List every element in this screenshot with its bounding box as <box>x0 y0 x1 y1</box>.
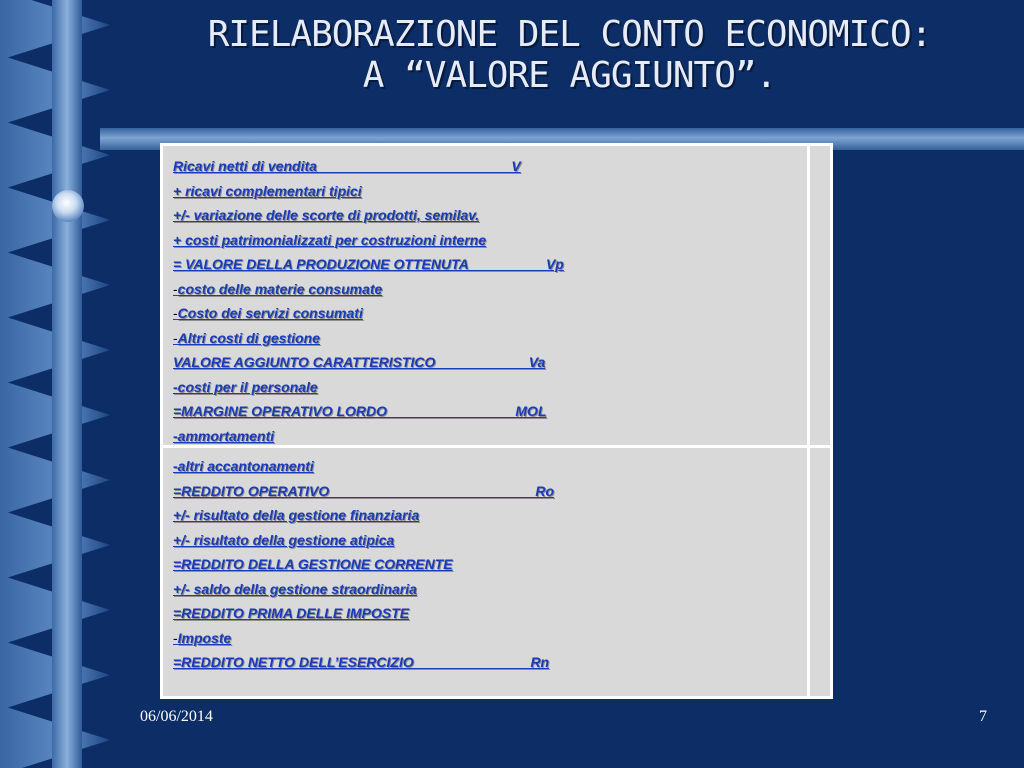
statement-line[interactable] <box>173 203 564 228</box>
income-statement-table <box>160 143 833 699</box>
statement-line-text: =REDDITO OPERATIVO Ro <box>173 482 555 499</box>
footer-date: 06/06/2014 <box>140 708 213 725</box>
statement-line-text: -altri accantonamenti <box>173 458 314 474</box>
title-line-2: A “VALORE AGGIUNTO”. <box>362 55 777 96</box>
statement-line[interactable] <box>173 375 564 400</box>
statement-line[interactable] <box>173 350 564 375</box>
statement-line-text: -ammortamenti <box>173 427 275 444</box>
statement-line[interactable] <box>173 179 564 204</box>
statement-line-text: =REDDITO PRIMA DELLE IMPOSTE <box>173 605 410 621</box>
statement-line[interactable] <box>173 454 554 479</box>
statement-line-text: =MARGINE OPERATIVO LORDO MOL <box>173 403 547 419</box>
statement-line-text: Imposte <box>177 629 232 646</box>
statement-line[interactable] <box>173 479 554 504</box>
statement-line[interactable] <box>173 552 554 577</box>
statement-line[interactable] <box>173 424 564 449</box>
statement-line-text: + ricavi complementari tipici <box>173 182 362 199</box>
pole-ball <box>52 190 84 222</box>
statement-line[interactable] <box>173 503 554 528</box>
slide-title <box>115 14 1024 96</box>
statement-line-text: +/- saldo della gestione straordinaria <box>173 580 417 597</box>
table-cell-upper-right <box>810 146 830 445</box>
statement-line[interactable] <box>173 650 554 675</box>
upper-lines <box>173 154 564 448</box>
minus-prefix: - <box>173 329 178 346</box>
statement-line[interactable] <box>173 252 564 277</box>
minus-prefix: - <box>173 629 178 646</box>
statement-line-text: -costi per il personale <box>173 378 318 395</box>
minus-prefix: - <box>173 305 178 321</box>
statement-line-text: Ricavi netti di vendita V <box>173 158 521 174</box>
vertical-pole <box>52 0 82 768</box>
statement-line[interactable] <box>173 601 554 626</box>
title-line-1: RIELABORAZIONE DEL CONTO ECONOMICO: <box>207 14 932 55</box>
table-cell-lower-right <box>810 448 830 696</box>
statement-line[interactable] <box>173 528 554 553</box>
statement-line-text: Altri costi di gestione <box>177 329 321 346</box>
statement-line[interactable] <box>173 301 564 326</box>
page-number: 7 <box>979 708 987 725</box>
statement-line-text: +/- risultato della gestione finanziaria <box>173 507 420 523</box>
statement-line-text: +/- risultato della gestione atipica <box>173 531 395 548</box>
statement-line[interactable] <box>173 399 564 424</box>
statement-line[interactable] <box>173 626 554 651</box>
statement-line[interactable] <box>173 154 564 179</box>
table-cell-lower <box>163 448 807 696</box>
statement-line-text: VALORE AGGIUNTO CARATTERISTICO Va <box>173 354 546 370</box>
statement-line-text: costo delle materie consumate <box>177 280 383 297</box>
statement-line[interactable] <box>173 228 564 253</box>
statement-line[interactable] <box>173 577 554 602</box>
statement-line-text: +/- variazione delle scorte di prodotti, semilav. <box>173 207 480 223</box>
lower-lines <box>173 454 554 675</box>
minus-prefix: - <box>173 280 178 297</box>
statement-line[interactable] <box>173 277 564 302</box>
statement-line[interactable] <box>173 326 564 351</box>
table-cell-upper <box>163 146 807 445</box>
statement-line-text: =REDDITO NETTO DELL’ESERCIZIO Rn <box>173 654 550 670</box>
statement-line-text: =REDDITO DELLA GESTIONE CORRENTE <box>173 556 453 572</box>
statement-line-text: = VALORE DELLA PRODUZIONE OTTENUTA Vp <box>173 256 564 272</box>
left-decoration <box>0 0 115 768</box>
statement-line-text: + costi patrimonializzati per costruzioni interne <box>173 231 487 248</box>
statement-line-text: Costo dei servizi consumati <box>177 305 363 321</box>
